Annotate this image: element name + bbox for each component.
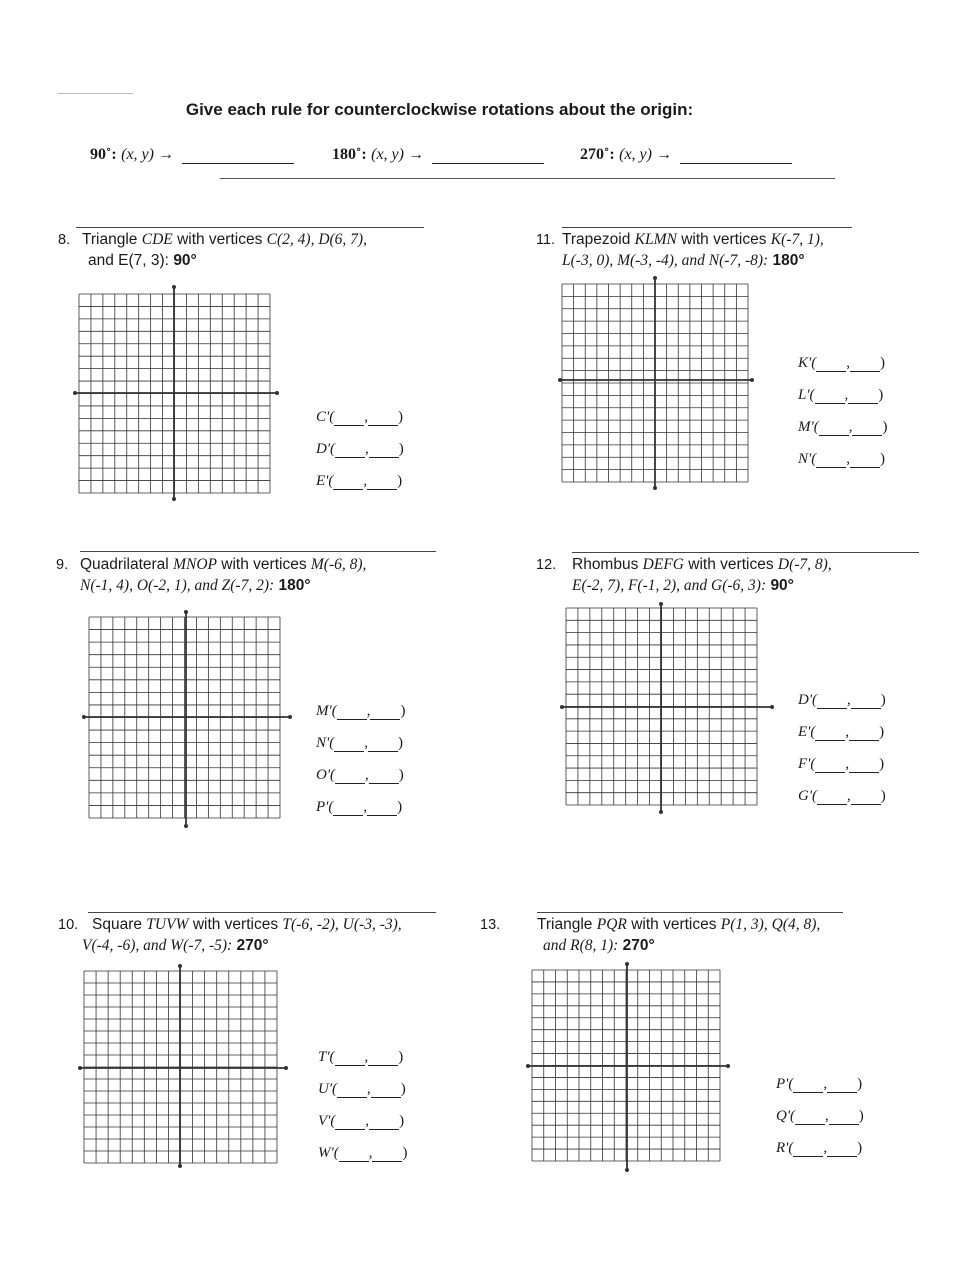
answer-row xyxy=(798,756,886,788)
y-axis-arrow xyxy=(659,810,663,814)
answer-separator: , xyxy=(823,1076,828,1092)
answer-y-blank[interactable] xyxy=(848,391,878,404)
answer-y-blank[interactable] xyxy=(369,445,399,458)
answer-separator: , xyxy=(364,1049,369,1065)
answer-label: M'( xyxy=(316,703,337,719)
answer-label: D'( xyxy=(798,692,818,708)
answer-separator: , xyxy=(825,1108,829,1124)
answer-y-blank[interactable] xyxy=(367,477,397,490)
answer-separator: , xyxy=(844,387,849,403)
header-mark xyxy=(58,93,133,94)
answer-close: ) xyxy=(878,387,884,403)
answer-close: ) xyxy=(398,1049,404,1065)
x-axis-arrow xyxy=(78,1066,82,1070)
problem-10: 10. Square TUVW with vertices T(-6, -2), U(-3, -3), V(-4, -6), and W(-7, -5): 270° xyxy=(58,916,402,954)
answer-row xyxy=(776,1108,864,1140)
answer-row xyxy=(798,355,887,387)
answer-x-blank[interactable] xyxy=(816,455,846,468)
answer-close: ) xyxy=(402,1145,408,1161)
answer-y-blank[interactable] xyxy=(827,1144,857,1157)
answer-label: N'( xyxy=(316,735,335,751)
answer-separator: , xyxy=(367,1081,371,1097)
answer-x-blank[interactable] xyxy=(793,1144,823,1157)
answer-row xyxy=(316,703,405,735)
answer-separator: , xyxy=(366,703,371,719)
coordinate-grid-11[interactable] xyxy=(558,276,754,490)
answer-y-blank[interactable] xyxy=(367,803,397,816)
answer-row xyxy=(798,419,887,451)
problem-9-rule xyxy=(80,551,436,552)
answer-label: R'( xyxy=(776,1140,794,1156)
answer-x-blank[interactable] xyxy=(817,792,847,805)
x-axis-arrow xyxy=(288,715,292,719)
answer-label: D'( xyxy=(316,441,336,457)
problem-10-rule xyxy=(88,912,436,913)
rule-270: 270˚: (x, y) → xyxy=(580,146,792,164)
x-axis-arrow xyxy=(73,391,77,395)
answer-y-blank[interactable] xyxy=(852,423,882,436)
answer-close: ) xyxy=(857,1140,863,1156)
rule-90-blank[interactable] xyxy=(182,149,294,164)
coordinate-grid-13[interactable] xyxy=(526,962,730,1172)
answer-x-blank[interactable] xyxy=(337,1085,367,1098)
x-axis-arrow xyxy=(726,1064,730,1068)
answer-row xyxy=(798,451,887,483)
answer-label: W'( xyxy=(318,1145,339,1161)
x-axis-arrow xyxy=(560,705,564,709)
answer-separator: , xyxy=(845,756,850,772)
answer-x-blank[interactable] xyxy=(817,696,847,709)
answer-row xyxy=(798,692,886,724)
answers-9 xyxy=(316,703,405,831)
answer-close: ) xyxy=(858,1108,864,1124)
answer-y-blank[interactable] xyxy=(829,1112,859,1125)
rule-180-blank[interactable] xyxy=(432,149,544,164)
y-axis-arrow xyxy=(653,276,657,280)
answer-row xyxy=(318,1049,407,1081)
answer-separator: , xyxy=(846,451,850,467)
answer-row xyxy=(798,724,886,756)
answer-y-blank[interactable] xyxy=(369,771,399,784)
answer-label: O'( xyxy=(316,767,336,783)
answer-label: M'( xyxy=(798,419,819,435)
answer-separator: , xyxy=(364,735,368,751)
answer-label: P'( xyxy=(776,1076,794,1092)
answer-separator: , xyxy=(823,1140,828,1156)
x-axis-arrow xyxy=(750,378,754,382)
y-axis-arrow xyxy=(659,602,663,606)
rule-180: 180˚: (x, y) → xyxy=(332,146,544,164)
answer-close: ) xyxy=(879,355,885,371)
answer-row xyxy=(318,1145,407,1177)
answer-row xyxy=(776,1140,864,1172)
answer-row xyxy=(316,735,405,767)
answer-y-blank[interactable] xyxy=(827,1080,857,1093)
answers-12 xyxy=(798,692,886,820)
answer-close: ) xyxy=(880,692,886,708)
y-axis-arrow xyxy=(172,285,176,289)
answer-separator: , xyxy=(845,724,850,740)
answer-y-blank[interactable] xyxy=(849,760,879,773)
answer-x-blank[interactable] xyxy=(816,359,846,372)
answer-label: C'( xyxy=(316,409,335,425)
answer-separator: , xyxy=(363,799,368,815)
answers-10 xyxy=(318,1049,407,1177)
answer-row xyxy=(776,1076,864,1108)
answer-row xyxy=(798,788,886,820)
answer-close: ) xyxy=(400,1081,406,1097)
answer-row xyxy=(316,473,404,505)
answer-label: V'( xyxy=(318,1113,336,1129)
x-axis-arrow xyxy=(526,1064,530,1068)
answers-13 xyxy=(776,1076,864,1172)
answer-separator: , xyxy=(364,409,368,425)
answer-x-blank[interactable] xyxy=(333,477,363,490)
x-axis-arrow xyxy=(82,715,86,719)
answer-label: E'( xyxy=(798,724,816,740)
answer-label: T'( xyxy=(318,1049,335,1065)
answer-separator: , xyxy=(365,767,369,783)
answer-y-blank[interactable] xyxy=(370,707,400,720)
answer-x-blank[interactable] xyxy=(333,803,363,816)
x-axis-arrow xyxy=(558,378,562,382)
answer-y-blank[interactable] xyxy=(369,1117,399,1130)
answer-y-blank[interactable] xyxy=(849,728,879,741)
answer-y-blank[interactable] xyxy=(372,1149,402,1162)
problem-9: 9. Quadrilateral MNOP with vertices M(-6, 8), N(-1, 4), O(-2, 1), and Z(-7, 2): 180° xyxy=(56,556,367,594)
answer-row xyxy=(318,1113,407,1145)
answer-separator: , xyxy=(847,692,851,708)
problem-12-rule xyxy=(572,552,919,553)
answer-x-blank[interactable] xyxy=(819,423,849,436)
coordinate-grid-10[interactable] xyxy=(78,964,288,1168)
answer-label: U'( xyxy=(318,1081,338,1097)
answer-separator: , xyxy=(363,473,368,489)
y-axis-arrow xyxy=(178,1164,182,1168)
answer-close: ) xyxy=(400,703,406,719)
page-title: Give each rule for counterclockwise rotations about the origin: xyxy=(185,100,694,119)
answer-x-blank[interactable] xyxy=(337,707,367,720)
answer-y-blank[interactable] xyxy=(850,455,880,468)
problem-8-rule xyxy=(76,227,424,228)
answer-close: ) xyxy=(397,735,403,751)
answer-row xyxy=(316,409,404,441)
coordinate-grid-12[interactable] xyxy=(560,602,774,814)
answer-x-blank[interactable] xyxy=(335,1053,365,1066)
answer-separator: , xyxy=(365,441,369,457)
answer-label: N'( xyxy=(798,451,817,467)
answer-separator: , xyxy=(368,1145,373,1161)
answer-close: ) xyxy=(399,1113,405,1129)
rule-270-blank[interactable] xyxy=(680,149,792,164)
problem-13: 13. Triangle PQR with vertices P(1, 3), Q(4, 8), and R(8, 1): 270° xyxy=(480,916,821,954)
answer-close: ) xyxy=(397,799,403,815)
answer-x-blank[interactable] xyxy=(334,739,364,752)
answer-close: ) xyxy=(397,409,403,425)
x-axis-arrow xyxy=(275,391,279,395)
rule-90: 90˚: (x, y) → xyxy=(90,146,294,164)
answer-x-blank[interactable] xyxy=(339,1149,369,1162)
answer-separator: , xyxy=(365,1113,370,1129)
answer-close: ) xyxy=(398,767,404,783)
answer-x-blank[interactable] xyxy=(815,728,845,741)
answer-close: ) xyxy=(879,451,885,467)
answer-close: ) xyxy=(398,441,404,457)
answer-close: ) xyxy=(857,1076,863,1092)
answer-separator: , xyxy=(847,788,851,804)
answer-x-blank[interactable] xyxy=(815,391,845,404)
answer-y-blank[interactable] xyxy=(368,739,398,752)
answer-x-blank[interactable] xyxy=(335,1117,365,1130)
answer-separator: , xyxy=(846,355,850,371)
y-axis-arrow xyxy=(178,964,182,968)
answer-close: ) xyxy=(880,788,886,804)
answer-label: L'( xyxy=(798,387,815,403)
answer-label: Q'( xyxy=(776,1108,796,1124)
answer-y-blank[interactable] xyxy=(368,1053,398,1066)
answer-close: ) xyxy=(882,419,888,435)
answer-separator: , xyxy=(848,419,853,435)
y-axis-arrow xyxy=(625,962,629,966)
coordinate-grid-8[interactable] xyxy=(73,285,279,501)
problem-8: 8. Triangle CDE with vertices C(2, 4), D(6, 7), and E(7, 3): 90° xyxy=(58,231,367,269)
x-axis-arrow xyxy=(770,705,774,709)
answer-row xyxy=(318,1081,407,1113)
answer-row xyxy=(316,767,405,799)
y-axis-arrow xyxy=(184,824,188,828)
x-axis-arrow xyxy=(284,1066,288,1070)
problem-12: 12. Rhombus DEFG with vertices D(-7, 8), E(-2, 7), F(-1, 2), and G(-6, 3): 90° xyxy=(536,556,832,594)
answer-row xyxy=(316,441,404,473)
answer-x-blank[interactable] xyxy=(815,760,845,773)
header-divider xyxy=(220,178,835,179)
answer-y-blank[interactable] xyxy=(368,413,398,426)
answer-x-blank[interactable] xyxy=(793,1080,823,1093)
problem-11-rule xyxy=(562,227,852,228)
answer-row xyxy=(798,387,887,419)
y-axis-arrow xyxy=(653,486,657,490)
answer-x-blank[interactable] xyxy=(795,1112,825,1125)
answer-y-blank[interactable] xyxy=(850,359,880,372)
answer-close: ) xyxy=(879,724,885,740)
answer-x-blank[interactable] xyxy=(335,445,365,458)
answer-close: ) xyxy=(397,473,403,489)
answer-label: F'( xyxy=(798,756,816,772)
answer-label: E'( xyxy=(316,473,334,489)
problem-13-rule xyxy=(537,912,843,913)
answers-11 xyxy=(798,355,887,483)
answer-row xyxy=(316,799,405,831)
y-axis-arrow xyxy=(625,1168,629,1172)
answer-label: P'( xyxy=(316,799,334,815)
answer-y-blank[interactable] xyxy=(851,792,881,805)
answer-label: K'( xyxy=(798,355,817,371)
answer-y-blank[interactable] xyxy=(851,696,881,709)
answer-close: ) xyxy=(879,756,885,772)
answer-x-blank[interactable] xyxy=(335,771,365,784)
coordinate-grid-9[interactable] xyxy=(82,610,292,828)
answer-x-blank[interactable] xyxy=(334,413,364,426)
problem-11: 11. Trapezoid KLMN with vertices K(-7, 1), L(-3, 0), M(-3, -4), and N(-7, -8): 180° xyxy=(536,231,824,269)
answers-8 xyxy=(316,409,404,505)
answer-y-blank[interactable] xyxy=(371,1085,401,1098)
y-axis-arrow xyxy=(184,610,188,614)
y-axis-arrow xyxy=(172,497,176,501)
answer-label: G'( xyxy=(798,788,818,804)
